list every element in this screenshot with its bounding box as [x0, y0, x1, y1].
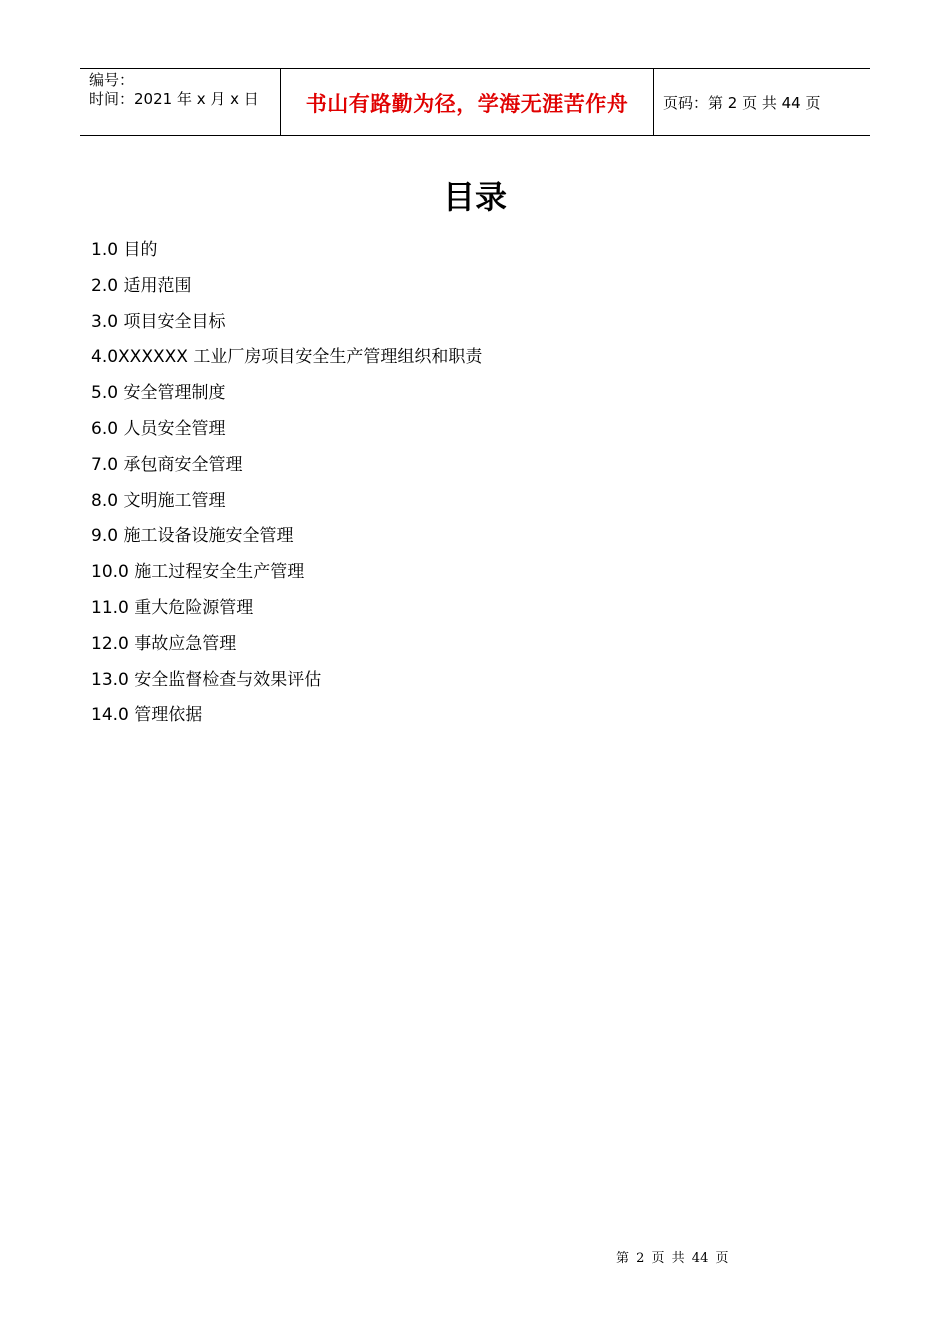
toc-item[interactable]: 11.0 重大危险源管理 [91, 597, 254, 618]
toc-item[interactable]: 10.0 施工过程安全生产管理 [91, 562, 305, 583]
document-date-label: 时间：2021 年 x 月 x 日 [89, 90, 259, 108]
toc-item[interactable]: 3.0 项目安全目标 [91, 311, 226, 332]
toc-item[interactable]: 2.0 适用范围 [91, 275, 192, 296]
toc-item[interactable]: 6.0 人员安全管理 [91, 418, 226, 439]
toc-item[interactable]: 14.0 管理依据 [91, 705, 203, 726]
toc-item[interactable]: 13.0 安全监督检查与效果评估 [91, 669, 322, 690]
page-footer: 第 2 页 共 44 页 [616, 1251, 729, 1266]
toc-item[interactable]: 8.0 文明施工管理 [91, 490, 226, 511]
page-title: 目录 [442, 178, 507, 216]
header-page-cell [654, 69, 870, 135]
header-motto: 书山有路勤为径，学海无涯苦作舟 [305, 92, 629, 116]
header-motto-cell [281, 69, 654, 135]
page-header [80, 68, 870, 136]
header-info-cell [80, 69, 281, 135]
toc-item[interactable]: 5.0 安全管理制度 [91, 383, 226, 404]
document-number-label: 编号： [89, 71, 135, 89]
toc-item[interactable]: 1.0 目的 [91, 240, 158, 260]
toc-item[interactable]: 4.0XXXXXX 工业厂房项目安全生产管理组织和职责 [91, 347, 483, 368]
header-page-code: 页码：第 2 页 共 44 页 [663, 93, 821, 112]
toc-item[interactable]: 12.0 事故应急管理 [91, 633, 237, 654]
toc-item[interactable]: 9.0 施工设备设施安全管理 [91, 526, 294, 547]
toc-item[interactable]: 7.0 承包商安全管理 [91, 454, 243, 475]
table-of-contents [91, 236, 482, 737]
